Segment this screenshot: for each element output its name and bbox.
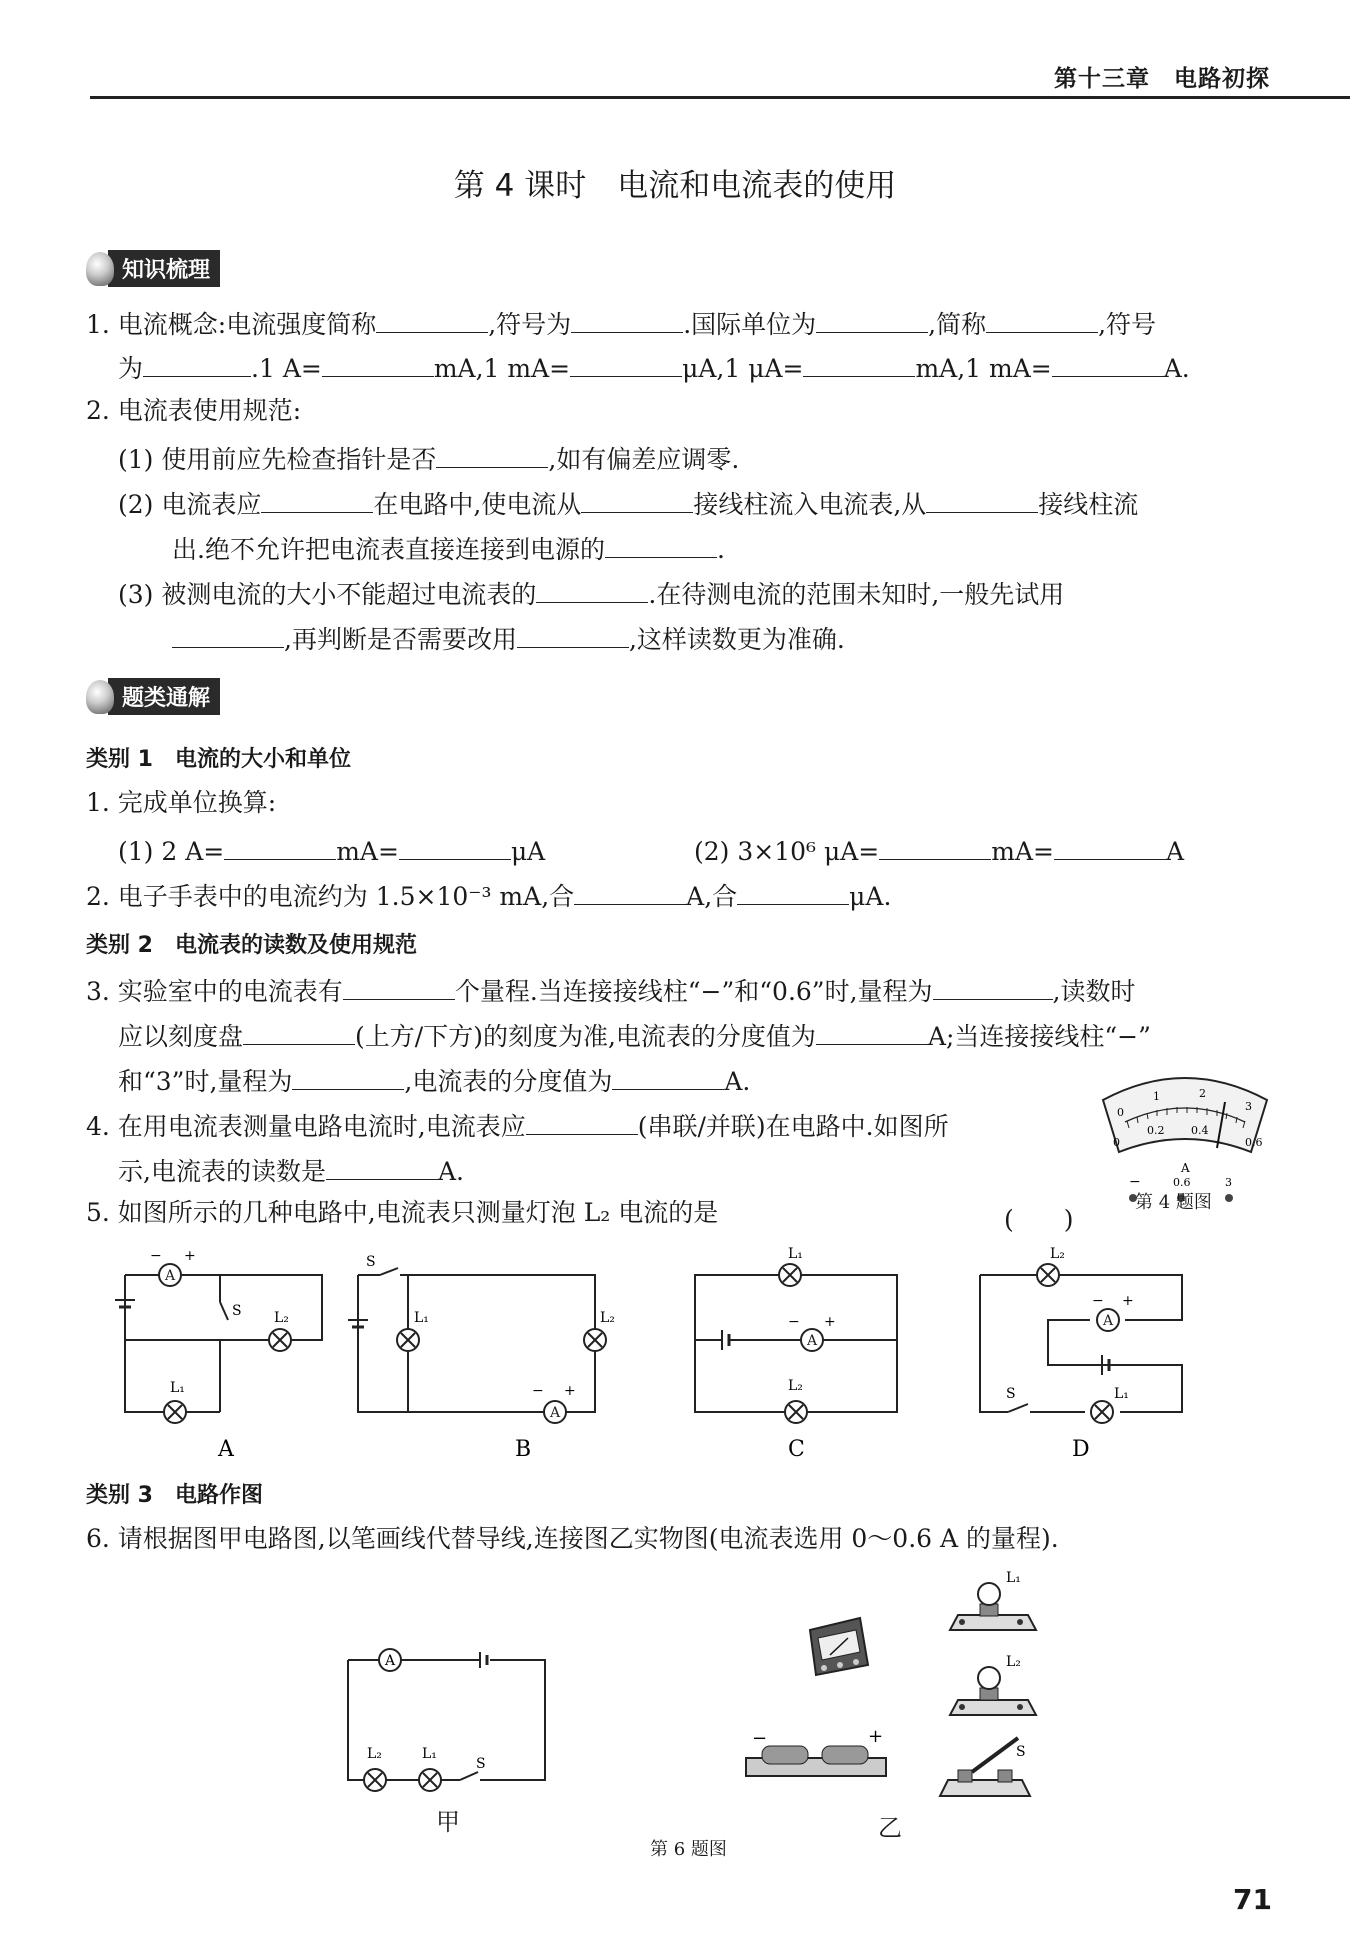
text: 接线柱流入电流表,从 [693,490,927,519]
plus-label: + [184,1248,196,1264]
battery-plus: + [868,1726,884,1747]
text: A. [1163,354,1190,383]
scale-top-1: 1 [1153,1090,1160,1103]
switch-label: S [476,1756,486,1772]
fig6-lamp-l1 [419,1769,441,1791]
text: 4. 在用电流表测量电路电流时,电流表应 [86,1112,526,1141]
knife-switch [940,1738,1030,1796]
text: mA= [991,837,1054,866]
text: ,这样读数更为准确. [628,625,845,654]
circuit-b-lamp-l2 [584,1329,606,1351]
blank[interactable] [570,352,682,377]
circuit-c-lamp-l1 [779,1264,801,1286]
blank[interactable] [399,835,511,860]
scale-top-2: 2 [1199,1087,1206,1100]
q5-circuits-figure: A − + S L₂ L₁ A S L₁ L₂ − + B L₁ − + L₂ C L₂ − + S L₁ D [100,1240,1240,1460]
knowledge-q1-line1 [86,308,1156,337]
lamp-board-l2 [950,1654,1036,1715]
l2-label: L₂ [600,1310,615,1326]
lesson-title: 第 4 课时 电流和电流表的使用 [453,168,897,204]
blank[interactable] [143,352,251,377]
knowledge-q2-1 [118,443,739,472]
text: 1. 电流概念:电流强度简称 [86,310,377,339]
blank[interactable] [436,443,548,468]
text: (1) 2 A= [118,837,225,866]
l2-label: L₂ [788,1378,803,1394]
circuit-a-lamp-l1 [164,1401,186,1423]
text: μA [510,837,546,866]
option-a-label[interactable]: A [218,1437,234,1462]
text: (3) 被测电流的大小不能超过电流表的 [118,580,537,609]
circuit-b [348,1268,595,1412]
physical-ammeter [810,1618,868,1675]
scale-bottom-04: 0.4 [1191,1124,1209,1137]
text: mA,1 mA= [433,354,571,383]
blank[interactable] [526,1110,638,1135]
switch-label: S [1016,1744,1026,1760]
page-number: 71 [1233,1883,1272,1916]
text: 2. 电子手表中的电流约为 1.5×10⁻³ mA,合 [86,882,575,911]
blank[interactable] [224,835,336,860]
blank[interactable] [243,1020,355,1045]
cat2-q4-line2 [118,1155,464,1184]
fig6-lamp-l2 [364,1769,386,1791]
text: ,符号 [1098,310,1157,339]
circuit-a-lamp-l2 [269,1329,291,1351]
knowledge-q1-line2 [118,352,1190,381]
blank[interactable] [536,578,648,603]
cat1-q1-2 [694,835,1184,864]
text: 应以刻度盘 [118,1022,244,1051]
text: 和“3”时,量程为 [118,1067,293,1096]
text: A,合 [686,882,738,911]
text: 个量程.当连接接线柱“−”和“0.6”时,量程为 [454,977,933,1006]
text: (1) 使用前应先检查指针是否 [118,445,437,474]
l2-label: L₂ [1006,1654,1021,1670]
text: . [716,535,725,564]
dial-face [1103,1078,1267,1152]
lamp-board-l1 [950,1570,1036,1630]
cat2-q4-line1 [86,1110,949,1139]
text: ,电流表的分度值为 [404,1067,613,1096]
text: (上方/下方)的刻度为准,电流表的分度值为 [355,1022,816,1051]
fig6-caption: 第 6 题图 [650,1839,727,1860]
plus-label: + [1122,1293,1134,1309]
circuit-c-ammeter [801,1329,823,1351]
circuit-b-lamp-l1 [397,1329,419,1351]
text: μA,1 μA= [682,354,804,383]
blank[interactable] [803,352,915,377]
blank[interactable] [933,975,1053,1000]
cat2-q5: 5. 如图所示的几种电路中,电流表只测量灯泡 L₂ 电流的是 [86,1198,719,1227]
minus-label: − [788,1314,800,1330]
text: .1 A= [251,354,322,383]
knowledge-q2: 2. 电流表使用规范: [86,396,302,425]
text: 在电路中,使电流从 [373,490,582,519]
text: .国际单位为 [683,310,817,339]
blank[interactable] [737,880,849,905]
cat2-q3-line3 [118,1065,750,1094]
cat2-q3-line1 [86,975,1136,1004]
circuit-a-ammeter [159,1264,181,1286]
text: ,简称 [928,310,987,339]
scale-bottom-06: 0.6 [1245,1136,1263,1149]
cat1-q1-1 [118,835,545,864]
category-1-title: 类别 1 电流的大小和单位 [86,747,351,772]
text: ,读数时 [1052,977,1136,1006]
option-c-label[interactable]: C [788,1437,805,1462]
scale-bottom-02: 0.2 [1147,1124,1165,1137]
text: ,如有偏差应调零. [548,445,740,474]
blank[interactable] [261,488,373,513]
minus-label: − [532,1383,544,1399]
battery-box [746,1726,886,1776]
text: 为 [118,354,144,383]
text: A [1165,837,1185,866]
knowledge-q2-2-line1 [118,488,1138,517]
blank[interactable] [612,1065,724,1090]
scale-bottom-zero: 0 [1113,1136,1120,1149]
minus-label: − [1092,1293,1104,1309]
blank[interactable] [326,1155,438,1180]
lightbulb-icon [86,252,114,286]
l1-label: L₁ [1006,1570,1021,1586]
plus-label: + [824,1314,836,1330]
l1-label: L₁ [1114,1386,1129,1402]
terminal-3 [1225,1194,1233,1202]
switch-label: S [366,1254,376,1270]
knowledge-q2-3-line2 [172,623,845,652]
chapter-header: 第十三章 电路初探 [1054,66,1270,92]
text: A. [724,1067,751,1096]
text: A. [437,1157,464,1186]
terminal-06-label: 0.6 [1173,1176,1191,1189]
text: mA= [336,837,399,866]
ammeter-label: A [385,1653,396,1669]
knowledge-q2-2-line2 [172,533,725,562]
l1-label: L₁ [170,1380,185,1396]
blank[interactable] [571,308,683,333]
text: ,符号为 [488,310,572,339]
switch-label: S [1006,1386,1016,1402]
lightbulb-icon [86,680,114,714]
cat1-q1: 1. 完成单位换算: [86,788,277,817]
blank[interactable] [926,488,1038,513]
circuit-c-lamp-l2 [785,1401,807,1423]
unit-label: A [1181,1161,1190,1175]
blank[interactable] [986,308,1098,333]
plus-label: + [564,1383,576,1399]
option-d-label[interactable]: D [1072,1437,1090,1462]
fig6-yi-components [740,1560,1060,1820]
blank[interactable] [322,352,434,377]
blank[interactable] [1052,352,1164,377]
l2-label: L₂ [1050,1246,1065,1262]
fig-yi-label: 乙 [878,1814,902,1842]
text: 3. 实验室中的电流表有 [86,977,343,1006]
text: (2) 电流表应 [118,490,262,519]
blank[interactable] [816,308,928,333]
scale-top-3: 3 [1245,1100,1252,1113]
category-3-title: 类别 3 电路作图 [86,1483,263,1508]
terminal-3-label: 3 [1225,1176,1232,1189]
text: 接线柱流 [1038,490,1139,519]
text: 出.绝不允许把电流表直接连接到电源的 [172,535,605,564]
section-tag-types [86,678,220,715]
l1-label: L₁ [422,1746,437,1762]
circuit-b-ammeter [544,1401,566,1423]
answer-paren[interactable]: ( ) [1004,1205,1074,1234]
blank[interactable] [816,1020,928,1045]
blank[interactable] [574,880,686,905]
blank[interactable] [581,488,693,513]
text: μA. [849,882,892,911]
l2-label: L₂ [367,1746,382,1762]
cat3-q6: 6. 请根据图甲电路图,以笔画线代替导线,连接图乙实物图(电流表选用 0～0.6 A 的量程). [86,1524,1059,1553]
section-label: 题类通解 [108,678,220,715]
section-label: 知识梳理 [108,250,220,287]
l2-label: L₂ [274,1310,289,1326]
blank[interactable] [517,623,629,648]
l1-label: L₁ [788,1246,803,1262]
l1-label: L₁ [414,1310,429,1326]
battery-minus: − [752,1728,768,1749]
text: (串联/并联)在电路中.如图所 [637,1112,949,1141]
fig6-ammeter [379,1649,401,1671]
minus-label: − [150,1248,162,1264]
text: 示,电流表的读数是 [118,1157,326,1186]
blank[interactable] [605,533,717,558]
fig4-caption: 第 4 题图 [1135,1192,1212,1213]
circuit-d-ammeter [1097,1309,1119,1331]
section-tag-knowledge [86,250,220,287]
text: .在待测电流的范围未知时,一般先试用 [648,580,1065,609]
cat1-q2 [86,880,891,909]
blank[interactable] [376,308,488,333]
blank[interactable] [343,975,455,1000]
category-2-title: 类别 2 电流表的读数及使用规范 [86,933,417,958]
option-b-label[interactable]: B [515,1437,532,1462]
blank[interactable] [292,1065,404,1090]
fig6-jia-circuit [330,1630,570,1830]
circuit-d-lamp-l1 [1091,1401,1113,1423]
switch-label: S [232,1303,242,1319]
blank[interactable] [1054,835,1166,860]
cat2-q3-line2 [118,1020,1151,1049]
text: ,再判断是否需要改用 [284,625,517,654]
circuit-d-lamp-l2 [1037,1264,1059,1286]
terminal-minus-label: − [1129,1174,1141,1190]
scale-zero: 0 [1117,1106,1124,1119]
text: A;当连接接线柱“−” [927,1022,1151,1051]
blank[interactable] [879,835,991,860]
text: mA,1 mA= [915,354,1052,383]
knowledge-q2-3-line1 [118,578,1064,607]
text: (2) 3×10⁶ μA= [694,837,880,866]
header-rule [90,96,1350,99]
blank[interactable] [172,623,284,648]
fig-jia-label: 甲 [436,1808,460,1836]
